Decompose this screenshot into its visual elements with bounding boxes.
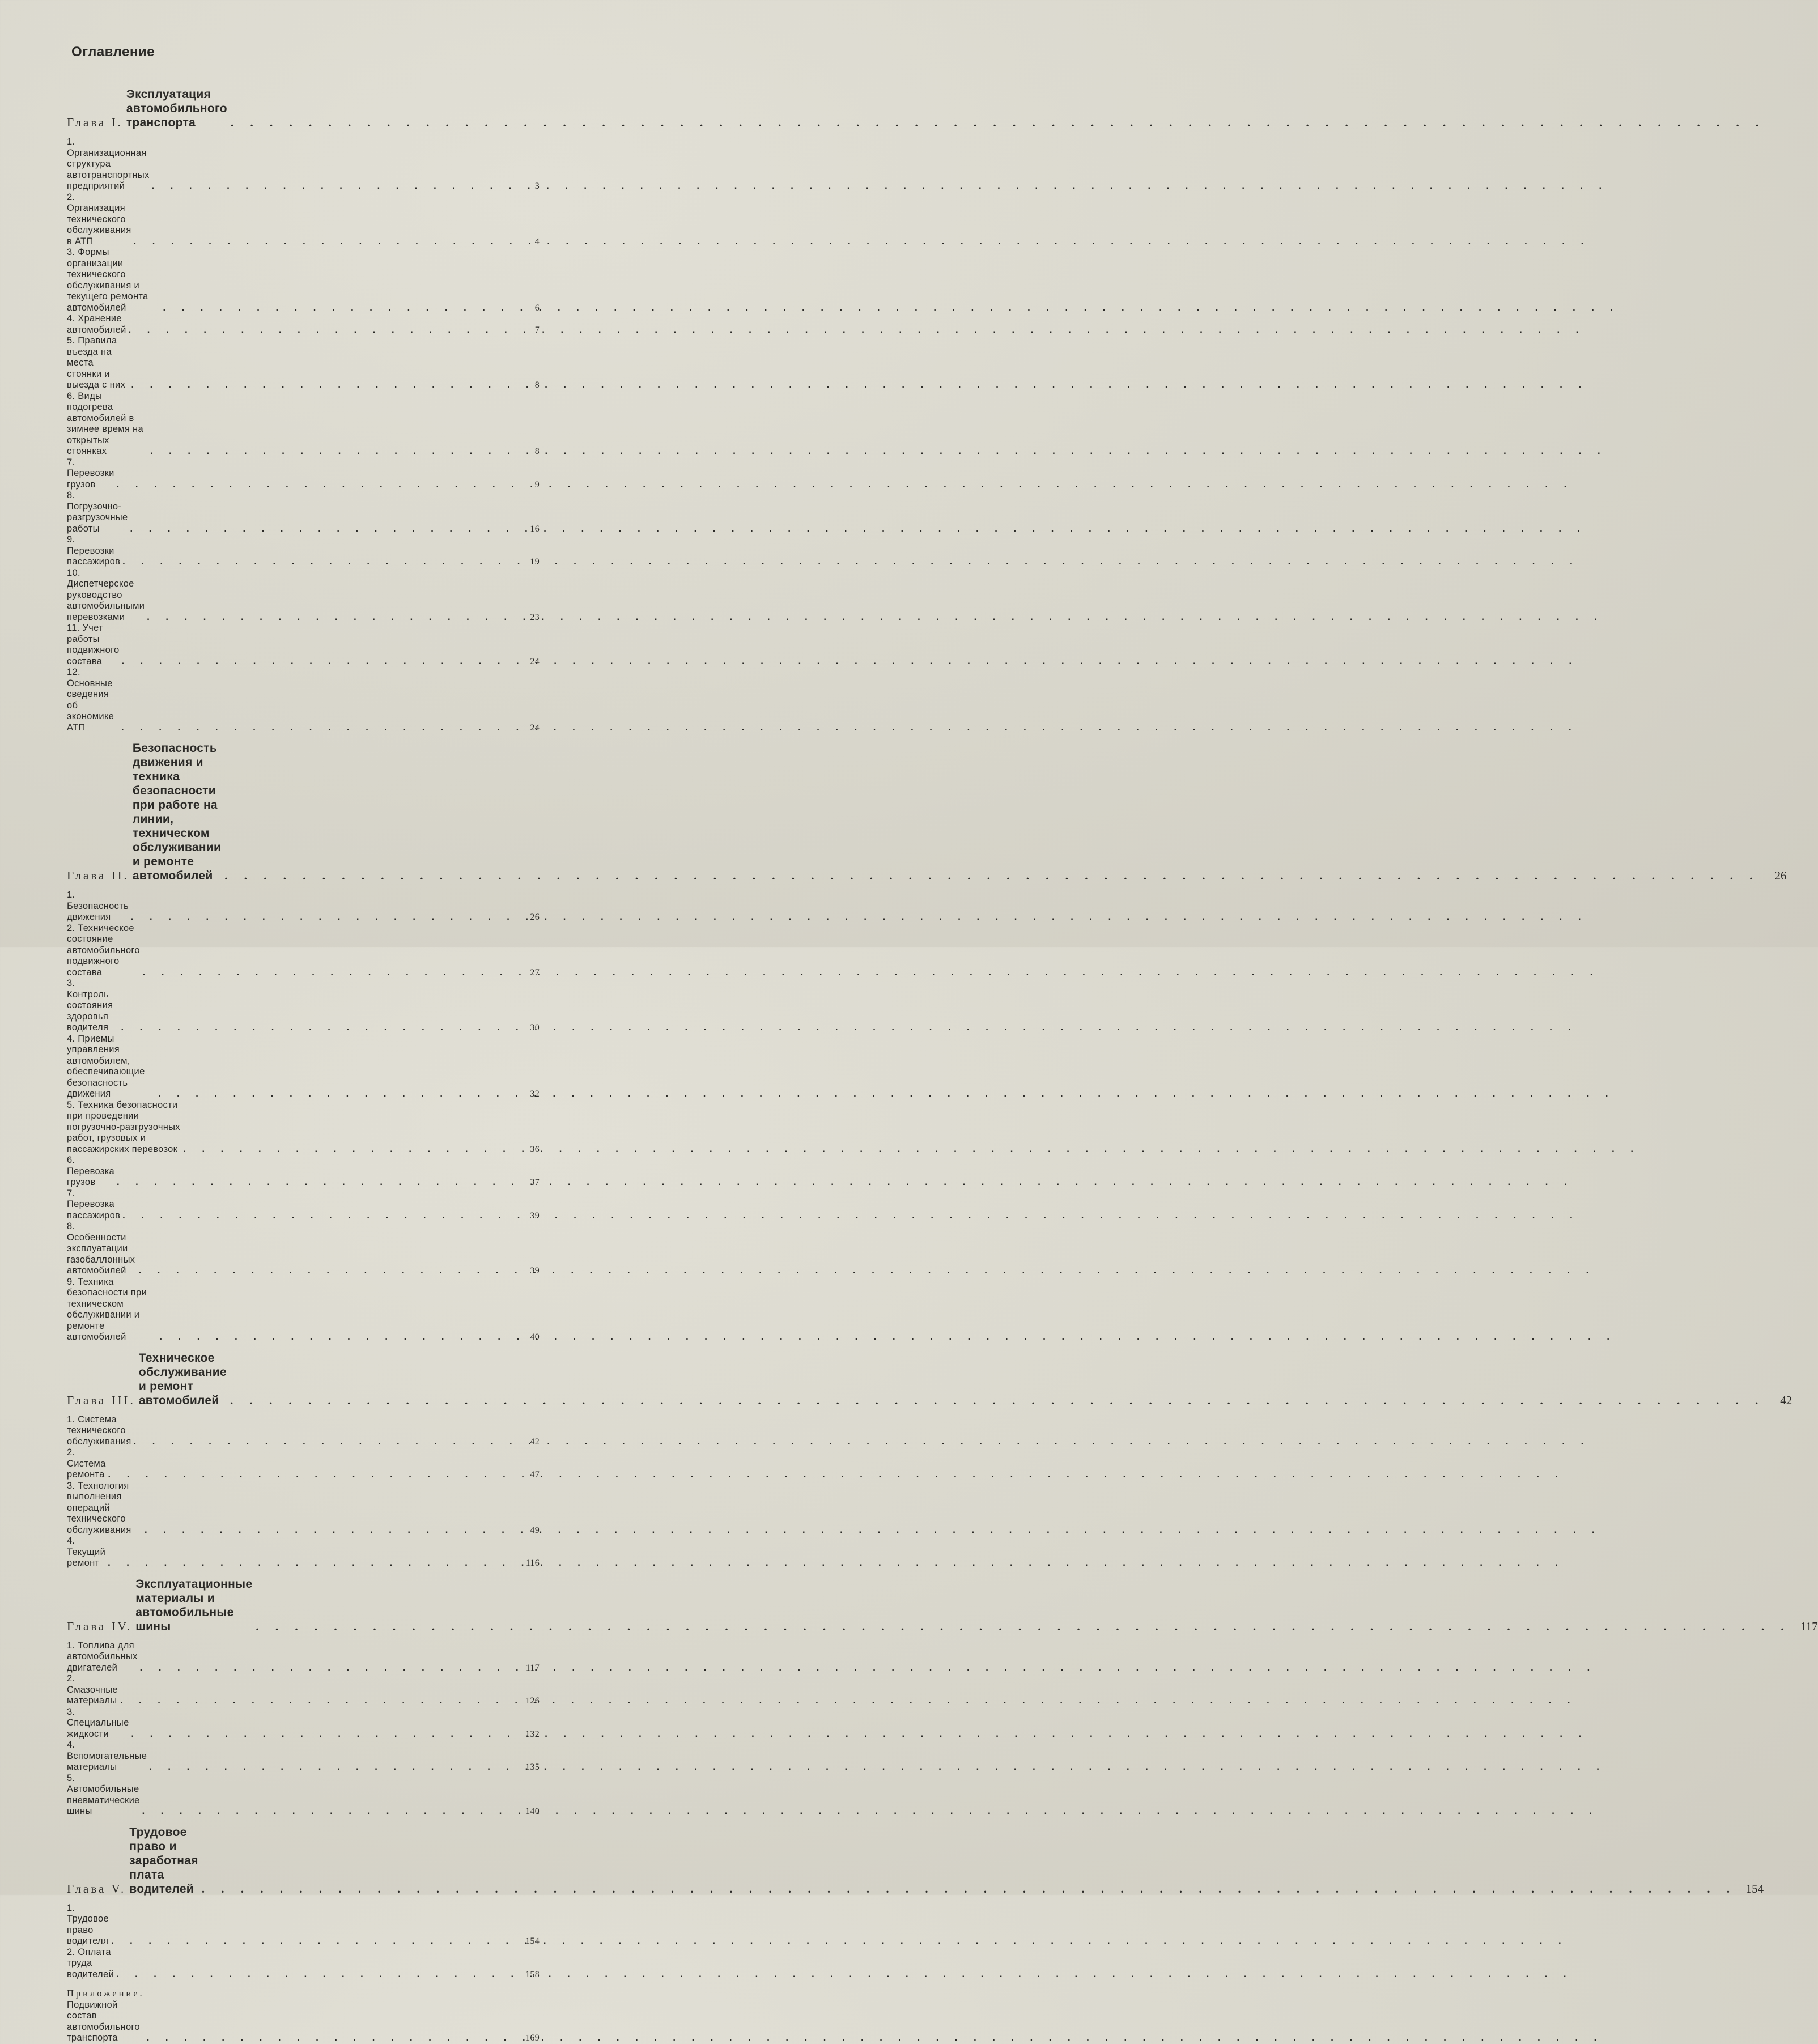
section-list	[67, 890, 540, 1343]
section-title: 10. Диспетчерское руководство автомобильными перевозками	[67, 567, 145, 622]
dot-leader	[134, 236, 518, 248]
section-title: 1. Система технического обслуживания	[67, 1414, 131, 1447]
dot-leader	[122, 1210, 518, 1222]
section-title: 3. Формы организации технического обслуживания и текущего ремонта автомобилей	[67, 247, 148, 313]
section-page: 8	[534, 380, 540, 390]
section-entry	[67, 335, 540, 391]
section-page: 140	[525, 1807, 540, 1816]
appendix-text: Подвижной состав автомобильного транспорта	[67, 1999, 140, 2043]
section-page: 49	[530, 1525, 540, 1535]
chapter-heading	[67, 1577, 1818, 1634]
dot-leader	[131, 380, 519, 391]
chapter-title: Техническое обслуживание и ремонт автомобилей	[138, 1351, 227, 1407]
dot-leader	[121, 723, 518, 734]
section-entry	[67, 192, 540, 248]
section-page: 154	[525, 1936, 540, 1946]
section-entry	[67, 667, 540, 733]
dot-leader	[145, 1525, 518, 1536]
section-entry	[67, 1673, 540, 1707]
section-page: 16	[530, 524, 540, 534]
section-entry	[67, 534, 540, 568]
section-page: 158	[525, 1969, 540, 1979]
appendix-entry	[67, 1988, 540, 2044]
dot-leader	[150, 446, 518, 457]
section-page: 116	[525, 1558, 540, 1568]
section-title: 5. Автомобильные пневматические шины	[67, 1773, 140, 1816]
dot-leader	[142, 1806, 518, 1817]
section-entry	[67, 1740, 540, 1773]
dot-leader	[202, 1882, 1736, 1896]
section-page: 4	[534, 236, 540, 247]
dot-leader	[131, 1729, 518, 1740]
section-page: 32	[530, 1089, 540, 1099]
dot-leader	[108, 1558, 518, 1569]
dot-leader	[120, 1695, 518, 1707]
chapter-label: Глава I.	[67, 116, 123, 129]
chapter	[67, 741, 1787, 1343]
section-title: 2. Смазочные материалы	[67, 1673, 118, 1706]
section-page: 8	[534, 447, 540, 456]
section-page: 27	[530, 967, 540, 978]
dot-leader	[108, 1469, 518, 1481]
dot-leader	[111, 1936, 518, 1947]
section-title: 12. Основные сведения об экономике АТП	[67, 667, 114, 733]
dot-leader	[224, 869, 1759, 883]
section-page: 30	[530, 1023, 540, 1032]
appendix-page: 169	[525, 2033, 540, 2043]
section-entry	[67, 978, 540, 1034]
section-entry	[67, 1947, 540, 1981]
section-entry	[67, 1481, 540, 1536]
section-page: 26	[530, 912, 540, 922]
chapter-label: Глава III.	[67, 1393, 135, 1407]
section-entry	[67, 1221, 540, 1277]
section-title: 9. Перевозки пассажиров	[67, 534, 121, 567]
section-list	[67, 1414, 540, 1569]
section-page: 40	[530, 1332, 540, 1342]
dot-leader	[134, 1437, 518, 1448]
chapter-heading	[67, 1825, 1764, 1896]
chapter-page: 117	[1800, 1619, 1818, 1633]
section-entry	[67, 1188, 540, 1222]
dot-leader	[231, 116, 1765, 130]
section-title: 6. Перевозка грузов	[67, 1155, 114, 1187]
dot-leader	[149, 1762, 518, 1773]
section-title: 2. Система ремонта	[67, 1447, 106, 1480]
section-page: 3	[534, 181, 540, 191]
section-entry	[67, 1536, 540, 1569]
dot-leader	[131, 912, 518, 923]
dot-leader	[130, 524, 518, 535]
dot-leader	[152, 181, 518, 192]
section-page: 6	[534, 303, 540, 313]
dot-leader	[140, 1663, 518, 1674]
section-entry	[67, 1100, 540, 1155]
section-title: 8. Погрузочно-разгрузочные работы	[67, 490, 128, 534]
section-title: 2. Техническое состояние автомобильного подвижного состава	[67, 923, 140, 978]
section-entry	[67, 1447, 540, 1481]
section-entry	[67, 137, 540, 192]
section-title: 4. Приемы управления автомобилем, обеспечивающие безопасность движения	[67, 1033, 145, 1099]
chapter-title: Трудовое право и заработная плата водителей	[129, 1825, 198, 1896]
section-title: 4. Хранение автомобилей	[67, 313, 126, 335]
section-title: 5. Техника безопасности при проведении погрузочно-разгрузочных работ, грузовых и пассажирских перевозок	[67, 1099, 180, 1154]
section-entry	[67, 568, 540, 623]
section-page: 135	[525, 1762, 540, 1772]
section-list	[67, 1641, 540, 1817]
section-entry	[67, 1155, 540, 1188]
section-entry	[67, 490, 540, 534]
section-page: 39	[530, 1210, 540, 1221]
section-entry	[67, 1773, 540, 1817]
section-title: 1. Организационная структура автотранспортных предприятий	[67, 137, 150, 191]
section-page: 37	[530, 1178, 540, 1187]
dot-leader	[122, 556, 518, 568]
dot-leader	[116, 1969, 518, 1981]
dot-leader	[158, 1089, 518, 1100]
section-title: 3. Контроль состояния здоровья водителя	[67, 978, 113, 1032]
chapter-title: Эксплуатация автомобильного транспорта	[126, 88, 227, 129]
section-title: 1. Безопасность движения	[67, 890, 129, 922]
dot-leader	[147, 2033, 518, 2044]
section-entry	[67, 1903, 540, 1947]
chapter-label: Глава IV.	[67, 1619, 133, 1633]
chapter-page: 42	[1780, 1393, 1792, 1407]
dot-leader	[159, 1332, 518, 1343]
section-page: 23	[530, 612, 540, 622]
dot-leader	[139, 1265, 518, 1277]
section-entry	[67, 1034, 540, 1100]
section-title: 6. Виды подогрева автомобилей в зимнее время на открытых стоянках	[67, 390, 143, 456]
section-page: 39	[530, 1266, 540, 1276]
chapter-title: Безопасность движения и техника безопасности при работе на линии, техническом обслуживании и ремонте автомобилей	[132, 742, 222, 882]
section-entry	[67, 1707, 540, 1740]
section-entry	[67, 1641, 540, 1674]
dot-leader	[143, 967, 518, 979]
dot-leader	[122, 656, 518, 668]
section-title: 7. Перевозка пассажиров	[67, 1188, 121, 1221]
section-page: 42	[530, 1437, 540, 1447]
dot-leader	[121, 1022, 518, 1034]
section-entry	[67, 313, 540, 335]
section-page: 24	[530, 656, 540, 666]
section-page: 24	[530, 723, 540, 733]
section-entry	[67, 1277, 540, 1343]
section-entry	[67, 890, 540, 923]
chapter	[67, 1351, 1792, 1569]
section-entry	[67, 247, 540, 313]
section-page: 126	[525, 1696, 540, 1706]
appendix-label: Приложение.	[67, 1988, 145, 1999]
section-page: 47	[530, 1470, 540, 1480]
chapter-list	[67, 87, 1818, 1980]
section-title: 5. Правила въезда на места стоянки и выезда с них	[67, 335, 126, 390]
dot-leader	[117, 479, 518, 491]
chapter	[67, 1577, 1818, 1817]
section-page: 9	[534, 479, 540, 490]
section-title: 8. Особенности эксплуатации газобаллонных автомобилей	[67, 1221, 135, 1276]
section-title: 2. Организация технического обслуживания в АТП	[67, 192, 131, 247]
chapter-title: Эксплуатационные материалы и автомобильные шины	[135, 1577, 253, 1633]
section-entry	[67, 391, 540, 457]
section-page: 36	[530, 1144, 540, 1154]
section-title: 2. Оплата труда водителей	[67, 1947, 114, 1979]
section-entry	[67, 623, 540, 667]
section-entry	[67, 1414, 540, 1448]
dot-leader	[163, 303, 518, 314]
chapter	[67, 87, 540, 733]
section-title: 7. Перевозки грузов	[67, 457, 114, 490]
section-list	[67, 137, 540, 733]
section-title: 4. Текущий ремонт	[67, 1536, 106, 1568]
section-list	[67, 1903, 540, 1981]
section-page: 7	[534, 325, 540, 335]
section-entry	[67, 923, 540, 979]
section-title: 1. Трудовое право водителя	[67, 1902, 109, 1946]
toc-title: Оглавление	[71, 44, 155, 60]
dot-leader	[230, 1393, 1765, 1408]
dot-leader	[183, 1144, 518, 1155]
dot-leader	[129, 325, 518, 336]
section-title: 9. Техника безопасности при техническом обслуживании и ремонте автомобилей	[67, 1276, 147, 1342]
chapter-page: 154	[1745, 1881, 1764, 1896]
chapter-heading	[67, 741, 1787, 883]
chapter-label: Глава V.	[67, 1881, 126, 1896]
chapter-label: Глава II.	[67, 869, 129, 882]
section-title: 1. Топлива для автомобильных двигателей	[67, 1640, 138, 1673]
chapter	[67, 1825, 1764, 1981]
chapter-heading	[67, 87, 540, 130]
section-title: 3. Специальные жидкости	[67, 1706, 129, 1739]
section-entry	[67, 457, 540, 491]
section-page: 132	[525, 1729, 540, 1739]
dot-leader	[117, 1177, 518, 1188]
section-title: 3. Технология выполнения операций технического обслуживания	[67, 1480, 131, 1535]
section-page: 117	[525, 1663, 540, 1673]
section-page: 19	[530, 557, 540, 567]
section-title: 11. Учет работы подвижного состава	[67, 623, 120, 666]
section-title: 4. Вспомогательные материалы	[67, 1740, 147, 1772]
chapter-heading	[67, 1351, 1792, 1408]
dot-leader	[147, 612, 518, 623]
dot-leader	[256, 1620, 1790, 1634]
chapter-page: 26	[1774, 869, 1787, 882]
